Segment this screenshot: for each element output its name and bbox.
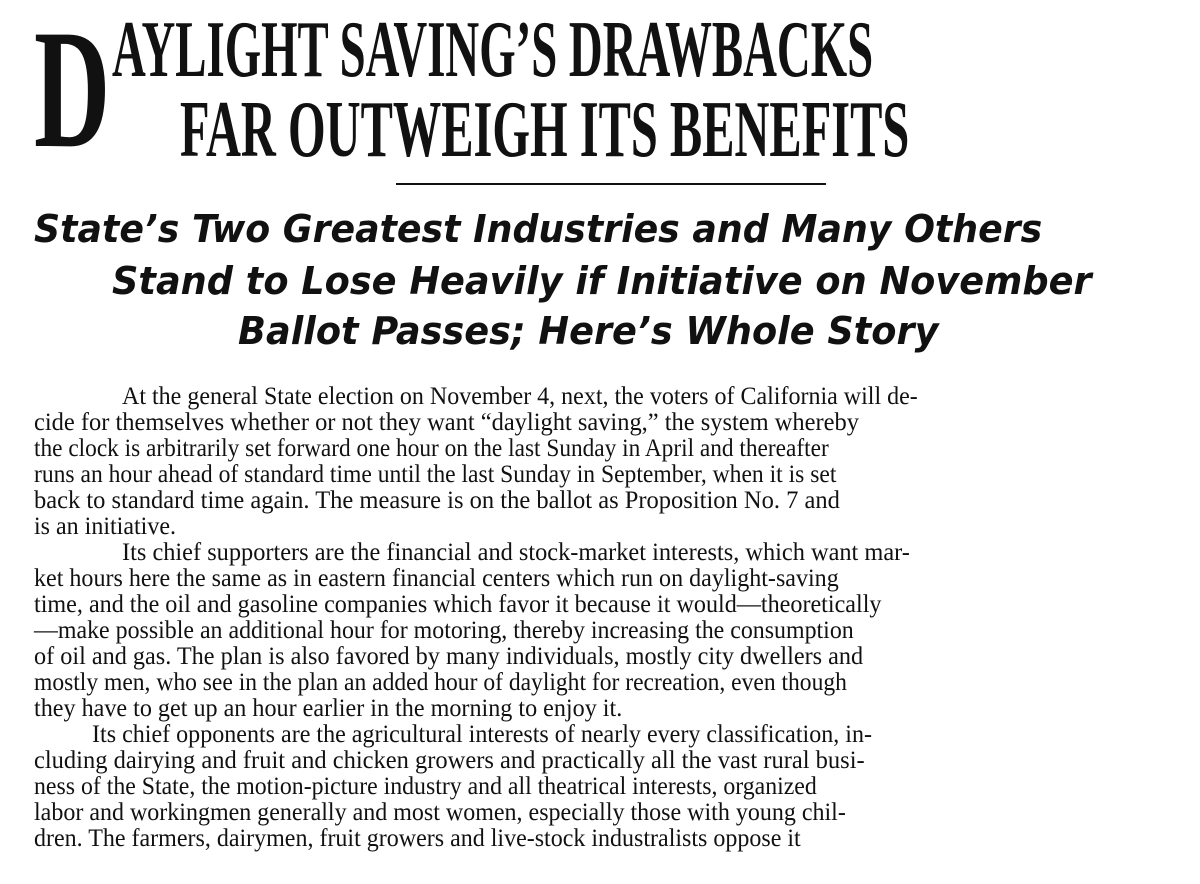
body-line-7: Its chief supporters are the financial and stock-market interests, which want mar- xyxy=(122,539,910,566)
body-line-9: time, and the oil and gasoline companies which favor it because it would—theoretically xyxy=(34,591,882,618)
body-line-10: —make possible an additional hour for motoring, thereby increasing the consumption xyxy=(34,617,854,644)
body-line-15: cluding dairying and fruit and chicken growers and practically all the vast rural busi- xyxy=(34,747,865,774)
body-line-5: back to standard time again. The measure is on the ballot as Proposition No. 7 and xyxy=(34,487,840,514)
body-line-11: of oil and gas. The plan is also favored by many individuals, mostly city dwellers and xyxy=(34,643,864,670)
headline-line-2: FAR OUTWEIGH ITS BENEFITS xyxy=(180,86,910,174)
subheadline-line-2: Stand to Lose Heavily if Initiative on November xyxy=(112,259,1092,303)
body-line-1: At the general State election on November 4, next, the voters of California will de- xyxy=(122,383,918,410)
body-line-18: dren. The farmers, dairymen, fruit growers and live-stock industralists oppose it xyxy=(34,825,801,852)
body-line-12: mostly men, who see in the plan an added hour of daylight for recreation, even though xyxy=(34,669,847,696)
headline-line-1: AYLIGHT SAVING’S DRAWBACKS xyxy=(112,6,874,94)
subheadline-line-3: Ballot Passes; Here’s Whole Story xyxy=(238,309,939,353)
body-line-14: Its chief opponents are the agricultural interests of nearly every classification, in- xyxy=(92,721,873,748)
headline-drop-cap: D xyxy=(34,0,108,183)
body-line-8: ket hours here the same as in eastern financial centers which run on daylight-saving xyxy=(34,565,839,592)
body-line-17: labor and workingmen generally and most women, especially those with young chil- xyxy=(34,799,846,826)
body-line-6: is an initiative. xyxy=(34,513,176,540)
body-line-2: cide for themselves whether or not they want “daylight saving,” the system whereby xyxy=(34,409,859,436)
headline-divider-rule xyxy=(396,183,826,185)
subheadline-line-1: State’s Two Greatest Industries and Many Others xyxy=(34,207,1043,251)
body-line-13: they have to get up an hour earlier in the morning to enjoy it. xyxy=(34,695,623,722)
body-line-16: ness of the State, the motion-picture industry and all theatrical interests, organized xyxy=(34,773,817,800)
body-line-3: the clock is arbitrarily set forward one hour on the last Sunday in April and thereafter xyxy=(34,435,829,462)
body-line-4: runs an hour ahead of standard time until the last Sunday in September, when it is set xyxy=(34,461,837,488)
